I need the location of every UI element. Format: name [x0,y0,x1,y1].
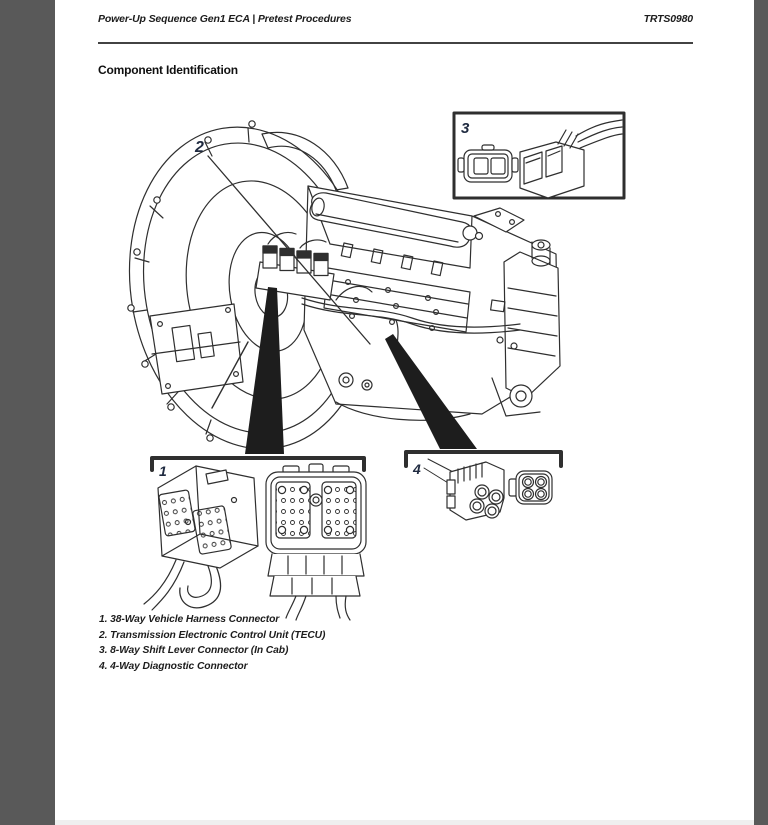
shift-lever-connector-small [458,145,518,182]
running-header-doc-number: TRTS0980 [643,13,693,25]
inset-box-3 [454,113,624,198]
diagnostic-connector-plug [447,462,504,520]
vehicle-harness-connector-rear [144,466,258,610]
legend-item-1: 1. 38-Way Vehicle Harness Connector [99,614,280,625]
legend-item-3: 3. 8-Way Shift Lever Connector (In Cab) [99,645,289,657]
legend-item-2: 2. Transmission Electronic Control Unit (TECU) [99,629,326,641]
gear-case [302,186,560,420]
inset-group-1 [144,458,366,620]
callout-2-label: 2 [195,139,204,156]
inset-group-4 [406,452,561,520]
diagnostic-connector-socket [509,471,552,504]
callout-4-label: 4 [413,461,421,477]
vehicle-harness-connector-front [266,464,366,620]
legend-item-4: 4. 4-Way Diagnostic Connector [99,660,248,672]
section-title: Component Identification [98,63,238,77]
bracket-1 [152,458,364,470]
callout-3-label: 3 [461,120,470,137]
figure-legend [99,612,325,674]
callout-1-label: 1 [159,463,167,479]
running-header-title: Power-Up Sequence Gen1 ECA | Pretest Procedures [98,13,352,25]
